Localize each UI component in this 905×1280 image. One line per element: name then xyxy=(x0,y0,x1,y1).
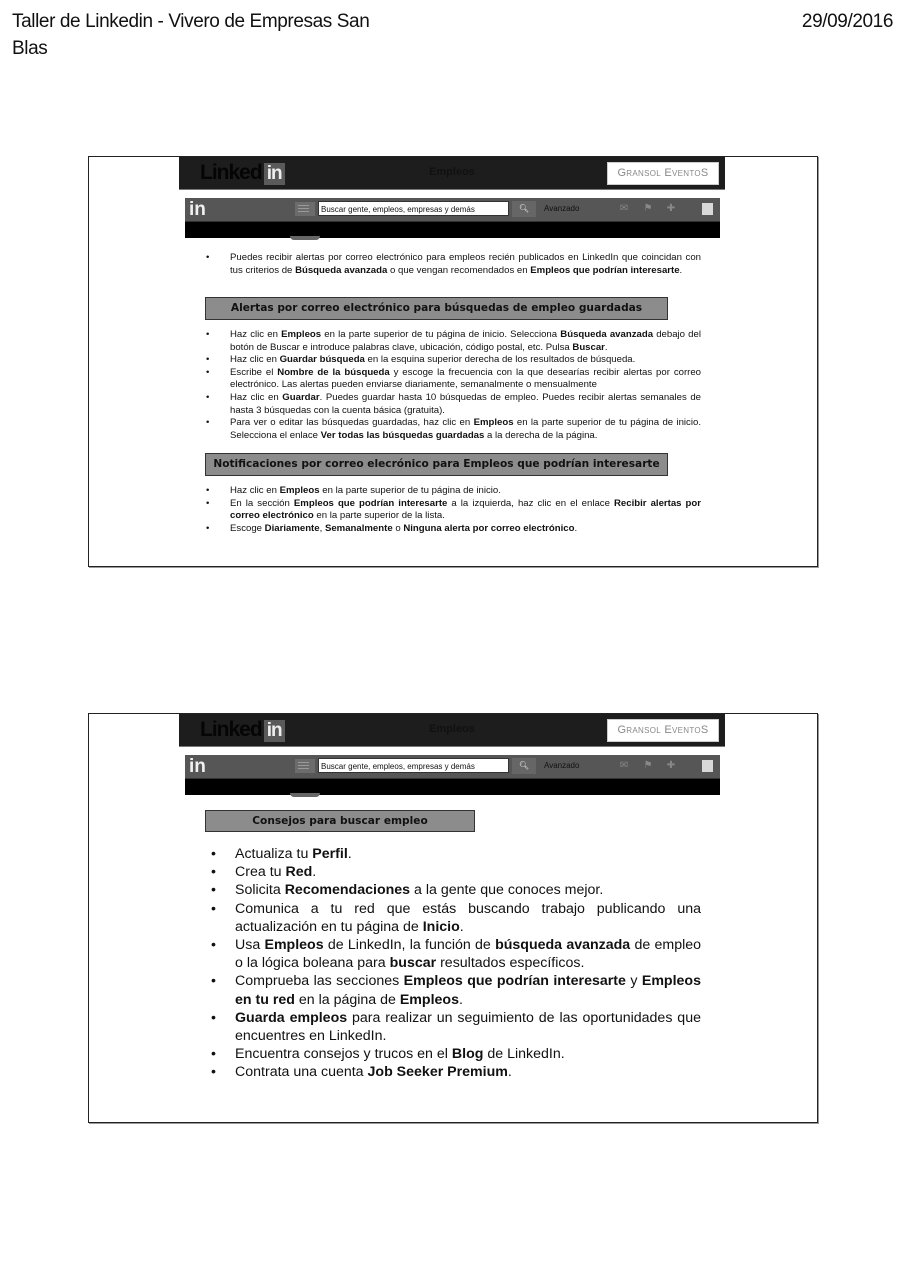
flag-icon[interactable]: ⚑ xyxy=(643,203,653,214)
section-heading-notificaciones: Notificaciones por correo elecrónico para Empleos que podrían interesarte xyxy=(205,453,668,476)
list-item: • Haz clic en Guardar. Puedes guardar hasta 10 búsquedas de empleo. Puedes recibir alertas semanales de hasta 3 búsquedas con la cuenta básica (gratuita). xyxy=(206,392,701,417)
section-heading-consejos: Consejos para buscar empleo xyxy=(205,810,475,832)
advanced-search-link[interactable]: Avanzado xyxy=(544,204,580,213)
list-item: • Comprueba las secciones Empleos que podrían interesarte y Empleos en tu red en la página de Empleos. xyxy=(211,972,701,1008)
linkedin-navbar xyxy=(185,198,720,238)
consejos-list xyxy=(211,845,701,1082)
navbar-strip xyxy=(185,755,720,779)
wordmark-text: Linked xyxy=(200,161,262,184)
intro-list xyxy=(206,252,701,277)
page-header-date: 29/09/2016 xyxy=(801,11,893,32)
banner-title: Empleos xyxy=(429,723,475,735)
mail-icon[interactable]: ✉ xyxy=(619,203,629,214)
nav-logo-icon[interactable]: in xyxy=(189,756,206,777)
nav-logo-icon[interactable]: in xyxy=(189,199,206,220)
navbar-strip xyxy=(185,198,720,222)
section-heading-alertas: Alertas por correo electrónico para búsquedas de empleo guardadas xyxy=(205,297,668,320)
list-item: • Encuentra consejos y trucos en el Blog de LinkedIn. xyxy=(211,1045,701,1063)
list-item: • Escribe el Nombre de la búsqueda y escoge la frecuencia con la que desearías recibir alertas por correo electrónico. Las alertas pueden enviarse diariamente, semanalmente o mensualmente xyxy=(206,367,701,392)
page-header-title: Taller de Linkedin - Vivero de Empresas San Blas xyxy=(12,11,370,59)
tab-indicator xyxy=(290,793,320,797)
add-connection-icon[interactable]: ✚ xyxy=(666,760,676,771)
list-item: • Usa Empleos de LinkedIn, la función de búsqueda avanzada de empleo o la lógica boleana para buscar resultados específicos. xyxy=(211,936,701,972)
linkedin-banner xyxy=(179,714,725,747)
slide-2 xyxy=(88,713,818,1123)
linkedin-in-logo-icon: in xyxy=(264,163,285,185)
list-item: • Comunica a tu red que estás buscando trabajo publicando una actualización en tu página de Inicio. xyxy=(211,900,701,936)
search-button[interactable] xyxy=(512,758,536,774)
list-item: • Escoge Diariamente, Semanalmente o Ninguna alerta por correo electrónico. xyxy=(206,523,701,536)
list-item: • Haz clic en Empleos en la parte superior de tu página de inicio. xyxy=(206,485,701,498)
magnifier-icon: 🔍︎ xyxy=(518,204,530,213)
linkedin-navbar xyxy=(185,755,720,795)
list-item: • Haz clic en Guardar búsqueda en la esquina superior derecha de los resultados de búsqueda. xyxy=(206,354,701,367)
list-item: • Solicita Recomendaciones a la gente que conoces mejor. xyxy=(211,881,701,899)
add-connection-icon[interactable]: ✚ xyxy=(666,203,676,214)
linkedin-in-logo-icon: in xyxy=(264,720,285,742)
list-item: • Guarda empleos para realizar un seguimiento de las oportunidades que encuentres en LinkedIn. xyxy=(211,1009,701,1045)
list-item: • Contrata una cuenta Job Seeker Premium. xyxy=(211,1063,701,1081)
list-item: • Actualiza tu Perfil. xyxy=(211,845,701,863)
slide-1 xyxy=(88,156,818,567)
search-type-menu-button[interactable] xyxy=(295,759,315,773)
search-button[interactable] xyxy=(512,201,536,217)
brand-logo: Gransol EventoS xyxy=(607,719,719,742)
flag-icon[interactable]: ⚑ xyxy=(643,760,653,771)
notificaciones-list xyxy=(206,485,701,535)
list-item: • Puedes recibir alertas por correo electrónico para empleos recién publicados en LinkedIn que coincidan con tus criterios de Búsqueda avanzada o que vengan recomendados en Empleos que podrían interesarte. xyxy=(206,252,701,277)
list-item: • Crea tu Red. xyxy=(211,863,701,881)
magnifier-icon: 🔍︎ xyxy=(518,761,530,770)
avatar-icon[interactable] xyxy=(702,203,713,215)
mail-icon[interactable]: ✉ xyxy=(619,760,629,771)
search-input[interactable]: Buscar gente, empleos, empresas y demás xyxy=(318,201,509,216)
search-input[interactable]: Buscar gente, empleos, empresas y demás xyxy=(318,758,509,773)
banner-title: Empleos xyxy=(429,166,475,178)
list-item: • Para ver o editar las búsquedas guardadas, haz clic en Empleos en la parte superior de tu página de inicio. Selecciona el enlace Ver todas las búsquedas guardadas a la derecha de la página. xyxy=(206,417,701,442)
advanced-search-link[interactable]: Avanzado xyxy=(544,761,580,770)
alertas-list xyxy=(206,329,701,442)
avatar-icon[interactable] xyxy=(702,760,713,772)
search-type-menu-button[interactable] xyxy=(295,202,315,216)
linkedin-banner xyxy=(179,157,725,190)
list-item: • En la sección Empleos que podrían interesarte a la izquierda, haz clic en el enlace Recibir alertas por correo electrónico en la parte superior de la lista. xyxy=(206,498,701,523)
brand-logo: Gransol EventoS xyxy=(607,162,719,185)
tab-indicator xyxy=(290,236,320,240)
wordmark-text: Linked xyxy=(200,718,262,741)
list-item: • Haz clic en Empleos en la parte superior de tu página de inicio. Selecciona Búsqueda avanzada debajo del botón de Buscar e introduce palabras clave, ubicación, código postal, etc. Pulsa Buscar. xyxy=(206,329,701,354)
